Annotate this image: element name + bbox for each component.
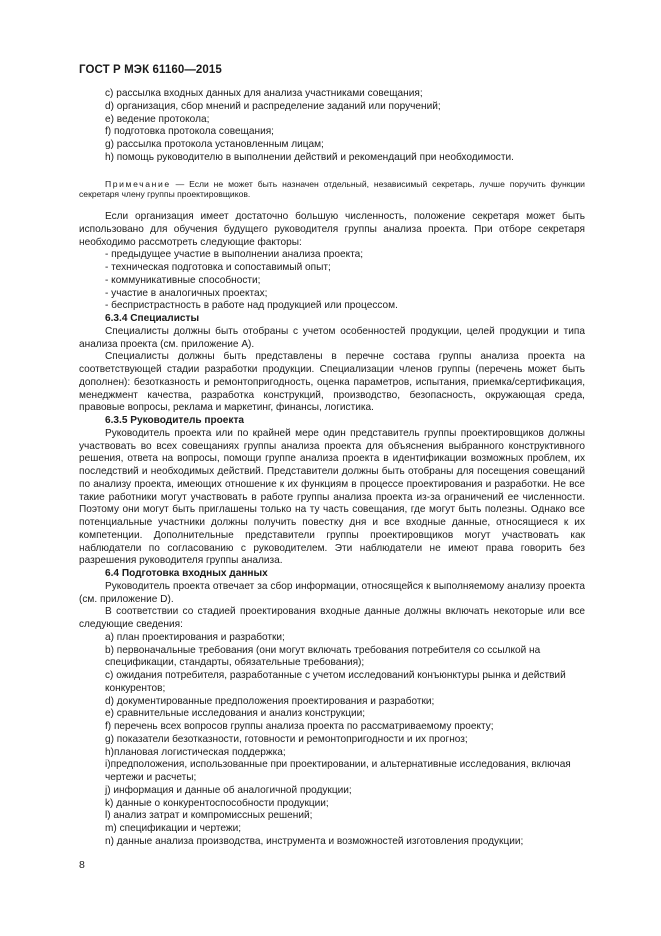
list-item: g) показатели безотказности, готовности и ремонтопригодности и их прогноз;	[105, 733, 468, 745]
list-item: j) информация и данные об аналогичной продукции;	[105, 784, 352, 796]
list-item: a) план проектирования и разработки;	[105, 631, 285, 643]
heading-6-3-4: 6.3.4 Специалисты	[105, 313, 200, 325]
list-item: n) данные анализа производства, инструмента и возможностей изготовления продукции;	[105, 835, 524, 847]
list-item: d) документированные предположения проектирования и разработки;	[105, 695, 435, 707]
list-item: - участие в аналогичных проектах;	[105, 287, 268, 299]
list-item: - предыдущее участие в выполнении анализа проекта;	[105, 249, 364, 261]
paragraph: Специалисты должны быть представлены в перечне состава группы анализа проекта на соответствующей стадии разработки продукции. Специализации членов группы (перечень может быть дополнен): безотказность и ремонтопригодность, оценка параметров, испытания, приемка/сертификация, менеджмент качества, разработка конструкций, производство, безопасность, окружающая среда, правовые вопросы, реклама и маркетинг, финансы, логистика.	[79, 351, 585, 414]
list-item: - беспристрастность в работе над продукцией или процессом.	[105, 300, 398, 312]
page-number: 8	[79, 859, 85, 871]
secretary-duties-list	[79, 88, 585, 165]
list-item: c) ожидания потребителя, разработанные с учетом исследований конъюнктуры рынка и действий конкурентов;	[105, 670, 566, 694]
list-item: f) перечень всех вопросов группы анализа проекта по рассматриваемому проекту;	[105, 721, 494, 733]
note	[79, 179, 585, 201]
list-item: h)плановая логистическая поддержка;	[105, 746, 286, 758]
paragraph: Специалисты должны быть отобраны с учетом особенностей продукции, целей продукции и типа анализа проекта (см. приложение А).	[79, 325, 585, 350]
standard-header: ГОСТ Р МЭК 61160—2015	[79, 64, 222, 76]
list-item: b) первоначальные требования (они могут включать требования потребителя со ссылкой на спецификации, стандарты, обязательные требования);	[105, 644, 541, 669]
list-item: f) подготовка протокола совещания;	[105, 126, 274, 138]
note-text: — Если не может быть назначен отдельный, независимый секретарь, лучше поручить функции секретаря члену группы проектировщиков.	[79, 178, 585, 200]
list-item: g) рассылка протокола установленным лицам;	[105, 139, 324, 150]
heading-6-3-5: 6.3.5 Руководитель проекта	[105, 415, 245, 427]
paragraph: Руководитель проекта отвечает за сбор информации, относящейся к выполняемому анализу проекта (см. приложение D).	[79, 580, 585, 605]
list-item: - коммуникативные способности;	[105, 274, 261, 286]
list-item: e) ведение протокола;	[105, 113, 210, 125]
paragraph: Руководитель проекта или по крайней мере один представитель группы проектировщиков должны участвовать во всех совещаниях группы анализа проекта для объяснения выбранного конструктивного решения, ответа на вопросы, помощи группе анализа проекта в идентификации возможных проблем, их последствий и необходимых действий. Представители должны быть отобраны для посещения совещаний по анализу проекта, имеющих отношение к их функциям в процессе проектирования и разработки. Не все такие работники могут участвовать в работе группы анализа проекта из-за ограничений ее численности. Поэтому они могут быть приглашены только на ту часть совещания, где могут быть полезны. Однако все потенциальные участники должны получить повестку дня и все входные данные, относящиеся к их компетенции. Дополнительные представители группы проектировщиков могут участвовать как наблюдатели по согласованию с руководителем. Эти наблюдатели не имеют права говорить без разрешения руководителя группы анализа.	[79, 427, 585, 567]
list-item: k) данные о конкурентоспособности продукции;	[105, 797, 329, 809]
heading-6-4: 6.4 Подготовка входных данных	[105, 568, 268, 580]
paragraph-secretary: Если организация имеет достаточно большую численность, положение секретаря может быть использовано для обучения будущего руководителя группы анализа проекта. При отборе секретаря необходимо рассмотреть следующие факторы:	[79, 211, 585, 248]
note-label: Примечание	[105, 178, 171, 189]
page-content	[79, 88, 585, 849]
list-item: e) сравнительные исследования и анализ конструкции;	[105, 708, 366, 720]
list-item: i)предположения, использованные при проектировании, и альтернативные исследования, включая чертежи и расчеты;	[105, 759, 571, 784]
list-item: h) помощь руководителю в выполнении действий и рекомендаций при необходимости.	[105, 151, 514, 163]
list-item: l) анализ затрат и компромиссных решений;	[105, 810, 313, 822]
paragraph: В соответствии со стадией проектирования входные данные должны включать некоторые или все следующие сведения:	[79, 606, 585, 631]
factors-list	[79, 249, 585, 313]
list-item: - техническая подготовка и сопоставимый опыт;	[105, 262, 331, 274]
list-item: d) организация, сбор мнений и распределение заданий или поручений;	[105, 100, 441, 112]
input-data-list	[79, 632, 585, 849]
list-item: m) спецификации и чертежи;	[105, 823, 242, 835]
list-item: c) рассылка входных данных для анализа участниками совещания;	[105, 88, 423, 99]
